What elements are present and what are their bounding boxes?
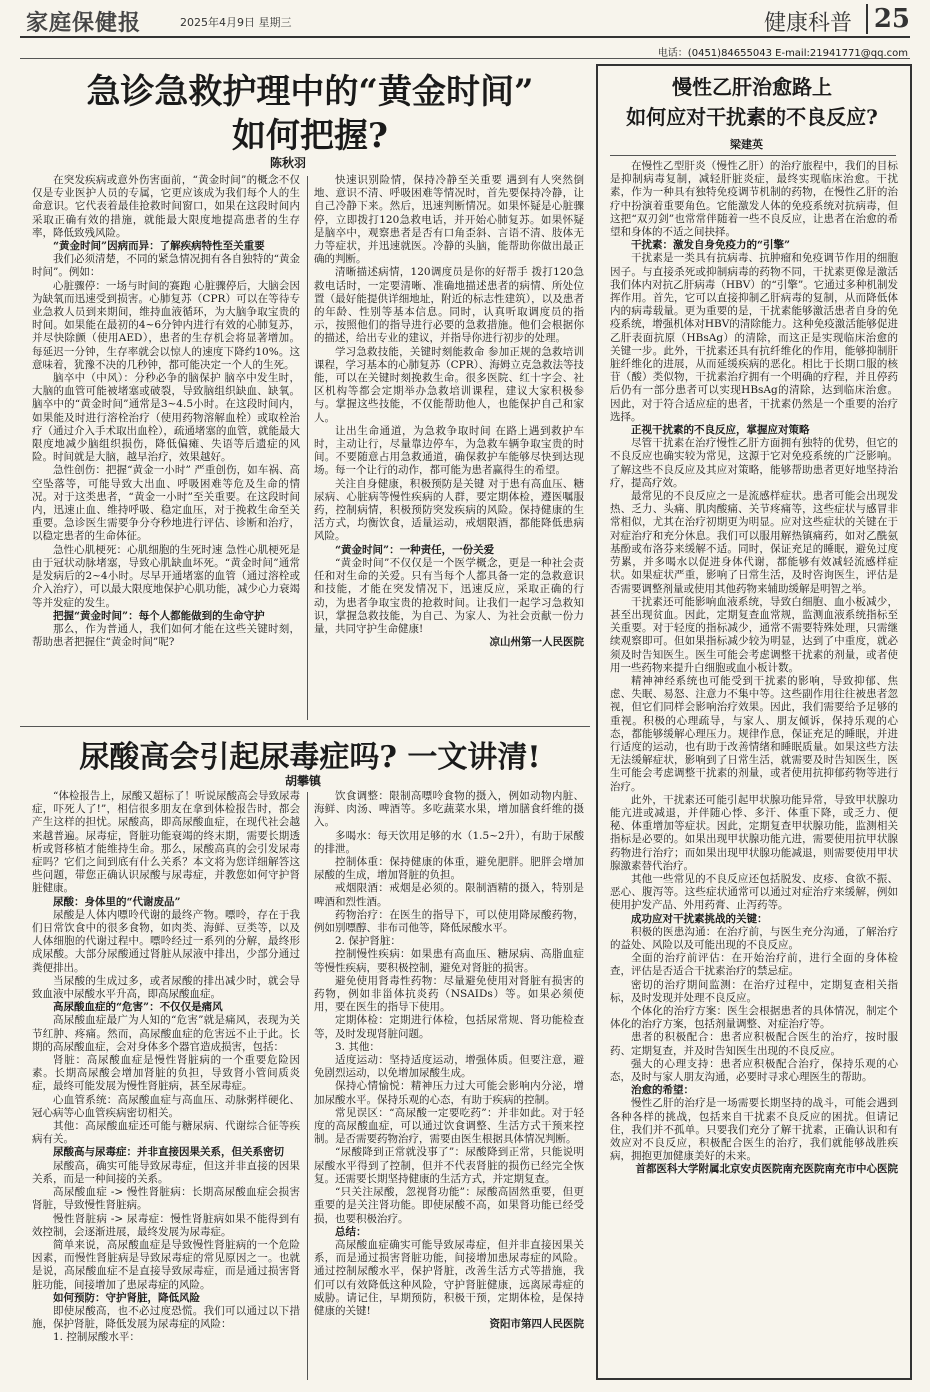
paper-name: 家庭保健报 xyxy=(26,10,142,36)
column-divider xyxy=(307,176,308,720)
paragraph: 关注自身健康，积极预防是关键 对于患有高血压、糖尿病、心脏病等慢性疾病的人群，要定期体检，遵医嘱服药，控制病情，积极预防突发疾病的风险。保持健康的生活方式，均衡饮食，适量运动，戒烟限酒，都能降低患病风险。 xyxy=(314,477,584,543)
paragraph: 让出生命通道，为急救争取时间 在路上遇到救护车时，主动让行，尽量靠边停车，为急救车辆争取宝贵的时间。不要随意占用急救通道，确保救护车能够尽快到达现场。每一个让行的动作，都可能为患者赢得生的希望。 xyxy=(314,424,584,477)
paragraph: 最常见的不良反应之一是流感样症状。患者可能会出现发热、乏力、头痛、肌肉酸痛、关节疼痛等，这些症状与感冒非常相似，尤其在治疗初期更为明显。应对这些症状的关键在于对症治疗和充分休息。我们可以服用解热镇痛药，如对乙酰氨基酚或布洛芬来缓解不适。同时，保证充足的睡眠，避免过度劳累，并多喝水以促进身体代谢，都能够有效减轻流感样症状。如果症状严重，影响了日常生活，及时咨询医生，评估是否需要调整剂量或使用其他药物来辅助缓解是明智之举。 xyxy=(610,490,898,595)
paragraph: 尿酸高，确实可能导致尿毒症，但这并非直接的因果关系，而是一种间接的关系。 xyxy=(32,1159,300,1185)
article-divider xyxy=(20,726,590,727)
paragraph: “体检报告上，尿酸又超标了！听说尿酸高会导致尿毒症，吓死人了!”，相信很多朋友在拿到体检报告时，都会产生这样的担忧。尿酸高，即高尿酸血症，在现代社会越来越普遍。尿毒症，肾脏功能衰竭的终末期，需要长期透析或肾移植才能维持生命。那么，尿酸高真的会引发尿毒症吗？它们之间到底有什么关系？本文将为您详细解答这些问题，带您正确认识尿酸与尿毒症，并教您如何守护肾脏健康。 xyxy=(32,790,300,895)
paragraph: 在突发疾病或意外伤害面前，“黄金时间”的概念不仅仅是专业医护人员的专属，它更应该成为我们每个人的生命意识。它代表着最佳抢救时间窗口，如果在这段时间内采取正确有效的措施，就能最大限度地提高患者的生存率，降低致残风险。 xyxy=(32,174,300,239)
paragraph: 强大的心理支持：患者应积极配合治疗，保持乐观的心态，及时与家人朋友沟通，必要时寻求心理医生的帮助。 xyxy=(610,1057,898,1084)
section-heading: 高尿酸血症的“危害”：不仅仅是痛风 xyxy=(53,1001,223,1014)
paragraph: 常见误区：“高尿酸一定要吃药”：并非如此。对于轻度的高尿酸血症，可以通过饮食调整、生活方式干预来控制。是否需要药物治疗，需要由医生根据具体情况判断。 xyxy=(314,1106,584,1146)
paragraph: 保持心情愉悦：精神压力过大可能会影响内分泌，增加尿酸水平。保持乐观的心态，有助于疾病的控制。 xyxy=(314,1080,584,1106)
paragraph: “尿酸降到正常就没事了”：尿酸降到正常，只能说明尿酸水平得到了控制，但并不代表肾脏的损伤已经完全恢复。还需要长期坚持健康的生活方式，并定期复查。 xyxy=(314,1146,584,1185)
paragraph: 即使尿酸高，也不必过度恐慌。我们可以通过以下措施，保护肾脏，降低发展为尿毒症的风险： xyxy=(32,1304,300,1331)
paragraph: 个体化的治疗方案：医生会根据患者的具体情况，制定个体化的治疗方案，包括剂量调整、对症治疗等。 xyxy=(610,1005,898,1031)
article3-title xyxy=(600,72,904,132)
paragraph: 在慢性乙型肝炎（慢性乙肝）的治疗旅程中，我们的目标是抑制病毒复制，减轻肝脏炎症，最终实现临床治愈。干扰素，作为一种具有独特免疫调节机制的药物，在慢性乙肝的治疗中扮演着重要角色。它能激发人体的免疫系统对抗病毒，但这把“双刃剑”也常常伴随着一些不良反应，让患者在治愈的希望和身体的不适之间抉择。 xyxy=(610,160,898,239)
paragraph: 急性心肌梗死：心肌细胞的生死时速 急性心肌梗死是由于冠状动脉堵塞，导致心肌缺血坏死。“黄金时间”通常是发病后的2~4小时。尽早开通堵塞的血管（通过溶栓或介入治疗），可以最大限度地保护心肌功能，减少心力衰竭等并发症的发生。 xyxy=(32,543,300,609)
article3-body xyxy=(610,160,898,1372)
paragraph: 2. 保护肾脏： xyxy=(335,935,401,948)
paragraph: 饮食调整：限制高嘌呤食物的摄入，例如动物内脏、海鲜、肉汤、啤酒等。多吃蔬菜水果，增加膳食纤维的摄入。 xyxy=(314,790,584,829)
source-line: 资阳市第四人民医院 xyxy=(489,1318,584,1331)
section-heading: 尿酸：身体里的“代谢废品” xyxy=(53,895,181,908)
paragraph: 药物治疗：在医生的指导下，可以使用降尿酸药物，例如别嘌醇、非布司他等，降低尿酸水平。 xyxy=(314,908,584,935)
paragraph: 我们必须清楚，不同的紧急情况拥有各自独特的“黄金时间”。例如： xyxy=(32,253,300,279)
paragraph: 控制慢性疾病：如果患有高血压、糖尿病、高脂血症等慢性疾病，要积极控制，避免对肾脏的损害。 xyxy=(314,948,584,974)
paragraph: 多喝水：每天饮用足够的水（1.5~2升），有助于尿酸的排泄。 xyxy=(314,829,584,855)
paragraph: 适度运动：坚持适度运动，增强体质。但要注意，避免剧烈运动，以免增加尿酸生成。 xyxy=(314,1054,584,1080)
section-heading: “黄金时间”：一种责任，一份关爱 xyxy=(335,543,495,556)
column-name: 健康科普 xyxy=(763,11,852,36)
paragraph: 3. 其他： xyxy=(335,1040,380,1053)
article3-title-line1: 慢性乙肝治愈路上 xyxy=(672,75,832,99)
article1-column2 xyxy=(314,174,584,722)
paragraph: 肾脏：高尿酸血症是慢性肾脏病的一个重要危险因素。长期高尿酸会增加肾脏的负担，导致肾小管间质炎症，最终可能发展为慢性肾脏病，甚至尿毒症。 xyxy=(32,1054,300,1093)
paragraph: 控制体重：保持健康的体重，避免肥胖。肥胖会增加尿酸的生成，增加肾脏的负担。 xyxy=(314,856,584,882)
paragraph: 简单来说，高尿酸血症是导致慢性肾脏病的一个危险因素，而慢性肾脏病是导致尿毒症的常见原因之一。也就是说，高尿酸血症不是直接导致尿毒症，而是通过损害肾脏功能，间接增加了患尿毒症的风险。 xyxy=(32,1238,300,1291)
paragraph: 定期体检：定期进行体检，包括尿常规、肾功能检查等，及时发现肾脏问题。 xyxy=(314,1014,584,1040)
paragraph: 快速识别险情，保持冷静至关重要 遇到有人突然倒地、意识不清、呼吸困难等情况时，首先要保持冷静，让自己冷静下来。然后，迅速判断情况。如果怀疑是心脏骤停，立即拨打120急救电话，并开始心肺复苏。如果怀疑是脑卒中，观察患者是否有口角歪斜、言语不清、肢体无力等症状，并迅速就医。冷静的头脑，能帮助你做出最正确的判断。 xyxy=(314,174,584,266)
paragraph: 高尿酸血症 -> 慢性肾脏病：长期高尿酸血症会损害肾脏，导致慢性肾脏病。 xyxy=(32,1186,300,1212)
source-line: 凉山州第一人民医院 xyxy=(489,636,584,649)
section-heading: “黄金时间”因病而异：了解疾病特性至关重要 xyxy=(53,240,265,253)
article1-title-line1: 急诊急救护理中的“黄金时间” xyxy=(86,72,534,112)
page-number: 25 xyxy=(866,4,910,34)
article2-author: 胡攀镇 xyxy=(285,774,322,788)
article1-author: 陈秋羽 xyxy=(270,156,307,170)
article3-title-line2: 如何应对干扰素的不良反应? xyxy=(626,105,878,129)
article3-author: 梁建英 xyxy=(730,138,763,151)
paragraph: 慢性乙肝的治疗是一场需要长期坚持的战斗，可能会遇到各种各样的挑战，包括来自干扰素不良反应的困扰。但请记住，我们并不孤单。只要我们充分了解干扰素，正确认识和有效应对不良反应，积极配合医生的治疗，我们就能够战胜疾病，拥抱更加健康美好的未来。 xyxy=(610,1097,898,1163)
paragraph: 全面的治疗前评估：在开始治疗前，进行全面的身体检查，评估是否适合干扰素治疗的禁忌症。 xyxy=(610,952,898,978)
paragraph: 干扰素还可能影响血液系统，导致白细胞、血小板减少，甚至出现贫血。因此，定期复查血常规，监测血液系统指标至关重要。对于轻度的指标减少，通常不需要特殊处理，只需继续观察即可。但如果指标减少较为明显，达到了中重度，就必须及时告知医生。医生可能会考虑调整干扰素的剂量，或者使用一些药物来提升白细胞或血小板计数。 xyxy=(610,595,898,674)
paragraph: 心血管系统：高尿酸血症与高血压、动脉粥样硬化、冠心病等心血管疾病密切相关。 xyxy=(32,1093,300,1119)
section-heading: 成功应对干扰素挑战的关键： xyxy=(631,912,768,925)
article1-title-line2: 如何把握? xyxy=(232,116,388,156)
paragraph: 患者的积极配合：患者应积极配合医生的治疗，按时服药、定期复查，并及时告知医生出现的不良反应。 xyxy=(610,1031,898,1057)
article2-column1 xyxy=(32,790,300,1382)
section-heading: 治愈的希望： xyxy=(631,1084,694,1097)
section-heading: 总结： xyxy=(335,1225,367,1238)
header-divider xyxy=(20,58,910,59)
paragraph: 清晰描述病情，120调度员是你的好帮手 拨打120急救电话时，一定要清晰、准确地描述患者的病情、所处位置（最好能提供详细地址，附近的标志性建筑），以及患者的年龄、性别等基本信息。同时，认真听取调度员的指示，按照他们的指导进行必要的急救措施。他们会根据你的描述，给出专业的建议，并指导你进行初步的处理。 xyxy=(314,266,584,345)
section-heading: 尿酸高与尿毒症：并非直接因果关系，但关系密切 xyxy=(53,1146,284,1159)
article1-column1 xyxy=(32,174,300,722)
paragraph: 急性创伤：把握“黄金一小时” 严重创伤，如车祸、高空坠落等，可能导致大出血、呼吸困难等危及生命的情况。对于这类患者，“黄金一小时”至关重要。在这段时间内，迅速止血、维持呼吸、稳定血压，对于挽救生命至关重要。急诊医生需要争分夺秒地进行评估、诊断和治疗，以稳定患者的生命体征。 xyxy=(32,464,300,543)
paragraph: 当尿酸的生成过多，或者尿酸的排出减少时，就会导致血液中尿酸水平升高，即高尿酸血症。 xyxy=(32,974,300,1001)
issue-date: 2025年4月9日 星期三 xyxy=(180,16,292,29)
article2-column2 xyxy=(314,790,584,1382)
paragraph: 积极的医患沟通：在治疗前，与医生充分沟通，了解治疗的益处、风险以及可能出现的不良反应。 xyxy=(610,925,898,951)
paragraph: 尽管干扰素在治疗慢性乙肝方面拥有独特的优势，但它的不良反应也确实较为常见，这源于它对免疫系统的广泛影响。了解这些不良反应及其应对策略，能够帮助患者更好地坚持治疗，提高疗效。 xyxy=(610,437,898,489)
paragraph: 学习急救技能，关键时刻能救命 参加正规的急救培训课程，学习基本的心肺复苏（CPR）、海姆立克急救法等技能，可以在关键时刻挽救生命。很多医院、红十字会、社区机构等都会定期举办急救培训课程，建议大家积极参与。掌握这些技能，不仅能帮助他人，也能保护自己和家人。 xyxy=(314,345,584,424)
paragraph: 1. 控制尿酸水平： xyxy=(53,1331,140,1344)
article2-title: 尿酸高会引起尿毒症吗? 一文讲清! xyxy=(79,740,541,775)
paragraph: 其他：高尿酸血症还可能与糖尿病、代谢综合征等疾病有关。 xyxy=(32,1120,300,1146)
paragraph: 心脏骤停：一场与时间的赛跑 心脏骤停后，大脑会因为缺氧而迅速受到损害。心肺复苏（CPR）可以在等待专业急救人员到来期间，维持血液循环，为大脑争取宝贵的时间。如果能在最初的4~6分钟内进行有效的心肺复苏，并尽快除颤（使用AED），患者的生存机会将显著增加。每延迟一分钟，生存率就会以惊人的速度下降约10%。这意味着，犹豫不决的几秒钟，都可能决定一个人的生死。 xyxy=(32,279,300,371)
masthead xyxy=(20,6,910,38)
paragraph: 避免使用肾毒性药物：尽量避免使用对肾脏有损害的药物，例如非甾体抗炎药（NSAIDs）等。如果必须使用，要在医生的指导下使用。 xyxy=(314,974,584,1014)
paragraph: 精神神经系统也可能受到干扰素的影响，导致抑郁、焦虑、失眠、易怒、注意力不集中等。这些副作用往往被患者忽视，但它们同样会影响治疗效果。因此，我们需要给予足够的重视。积极的心理疏导，与家人、朋友倾诉，保持乐观的心态，都能够缓解心理压力。规律作息，保证充足的睡眠，并进行适度的运动，也有助于改善情绪和睡眠质量。如果这些方法无法缓解症状，影响到了日常生活，就需要及时告知医生，医生可能会考虑调整干扰素的剂量，或者使用抗抑郁药物等进行治疗。 xyxy=(610,674,898,793)
paragraph: “黄金时间”不仅仅是一个医学概念，更是一种社会责任和对生命的关爱。只有当每个人都具备一定的急救意识和技能，才能在突发情况下，迅速反应，采取正确的行动，为患者争取宝贵的抢救时间。让我们一起学习急救知识，掌握急救技能，为自己、为家人、为社会贡献一份力量，共同守护生命健康! xyxy=(314,556,584,635)
section-heading: 把握“黄金时间”：每个人都能做到的生命守护 xyxy=(53,609,265,622)
paragraph: “只关注尿酸，忽视肾功能”：尿酸高固然重要，但更重要的是关注肾功能。即使尿酸不高，如果肾功能已经受损，也要积极治疗。 xyxy=(314,1186,584,1225)
paragraph: 戒烟限酒：戒烟是必须的。限制酒精的摄入，特别是啤酒和烈性酒。 xyxy=(314,882,584,908)
section-heading: 干扰素：激发自身免疫力的“引擎” xyxy=(631,239,791,252)
paragraph: 尿酸是人体内嘌呤代谢的最终产物。嘌呤，存在于我们日常饮食中的很多食物，如肉类、海鲜、豆类等，以及人体细胞的代谢过程中。嘌呤经过一系列的分解，最终形成尿酸。大部分尿酸通过肾脏从尿液中排出，少部分通过粪便排出。 xyxy=(32,908,300,974)
paragraph: 此外，干扰素还可能引起甲状腺功能异常，导致甲状腺功能亢进或减退，并伴随心悸、多汗、体重下降，或乏力、便秘、体重增加等症状。因此，定期复查甲状腺功能，监测相关指标是必要的。如果出现甲状腺功能亢进，需要使用抗甲状腺药物进行治疗；而如果出现甲状腺功能减退，则需要使用甲状腺激素替代治疗。 xyxy=(610,793,898,872)
paragraph: 高尿酸血症确实可能导致尿毒症，但并非直接因果关系，而是通过损害肾脏功能，间接增加患尿毒症的风险。通过控制尿酸水平，保护肾脏，改善生活方式等措施，我们可以有效降低这种风险，守护肾脏健康，远离尿毒症的威胁。请记住，早期预防，积极干预，定期体检，是保持健康的关键! xyxy=(314,1238,584,1317)
paragraph: 脑卒中（中风）：分秒必争的脑保护 脑卒中发生时，大脑的血管可能被堵塞或破裂，导致脑组织缺血、缺氧。脑卒中的“黄金时间”通常是3~4.5小时。在这段时间内，如果能及时进行溶栓治疗（使用药物溶解血栓）或取栓治疗（通过介入手术取出血栓），疏通堵塞的血管，就能最大限度地减少脑组织损伤，降低偏瘫、失语等后遗症的风险。时间就是大脑，越早治疗，效果越好。 xyxy=(32,372,300,464)
source-line: 首都医科大学附属北京安贞医院南充医院南充市中心医院 xyxy=(635,1163,898,1176)
paragraph: 干扰素是一类具有抗病毒、抗肿瘤和免疫调节作用的细胞因子。与直接杀死或抑制病毒的药物不同，干扰素更像是激活我们体内对抗乙肝病毒（HBV）的“引擎”。它通过多种机制发挥作用。首先，它可以直接抑制乙肝病毒的复制，从而降低体内的病毒载量。更为重要的是，干扰素能够激活患者自身的免疫系统，增强机体对HBV的清除能力。这种免疫激活能够促进乙肝表面抗原（HBsAg）的清除，而这正是实现临床治愈的关键一步。此外，干扰素还具有抗纤维化的作用，能够抑制肝脏纤维化的进展，从而延缓疾病的恶化。相比于长期口服的核苷（酸）类似物，干扰素治疗拥有一个明确的疗程，并且停药后仍有一部分患者可以实现HBsAg的清除，达到临床治愈。因此，对于符合适应症的患者，干扰素仍然是一个重要的治疗选择。 xyxy=(610,252,898,423)
paragraph: 慢性肾脏病 -> 尿毒症：慢性肾脏病如果不能得到有效控制，会逐渐进展，最终发展为尿毒症。 xyxy=(32,1212,300,1238)
paragraph: 高尿酸血症最广为人知的“危害”就是痛风，表现为关节红肿、疼痛。然而，高尿酸血症的危害远不止于此。长期的高尿酸血症，会对身体多个器官造成损害，包括： xyxy=(32,1014,300,1053)
section-heading: 正视干扰素的不良反应，掌握应对策略 xyxy=(631,424,810,437)
paragraph: 密切的治疗期间监测：在治疗过程中，定期复查相关指标，及时发现并处理不良反应。 xyxy=(610,978,898,1004)
article1-title xyxy=(40,70,580,158)
paragraph: 其他一些常见的不良反应还包括脱发、皮疹、食欲不振、恶心、腹泻等。这些症状通常可以通过对症治疗来缓解，例如使用护发产品、外用药膏、止泻药等。 xyxy=(610,872,898,912)
contact-line: 电话：(0451)84655043 E-mail:21941771@qq.com xyxy=(657,48,908,59)
paragraph: 那么，作为普通人，我们如何才能在这些关键时刻，帮助患者把握住“黄金时间”呢? xyxy=(32,622,300,649)
column-divider xyxy=(307,792,308,1380)
section-heading: 如何预防：守护肾脏，降低风险 xyxy=(53,1291,200,1304)
